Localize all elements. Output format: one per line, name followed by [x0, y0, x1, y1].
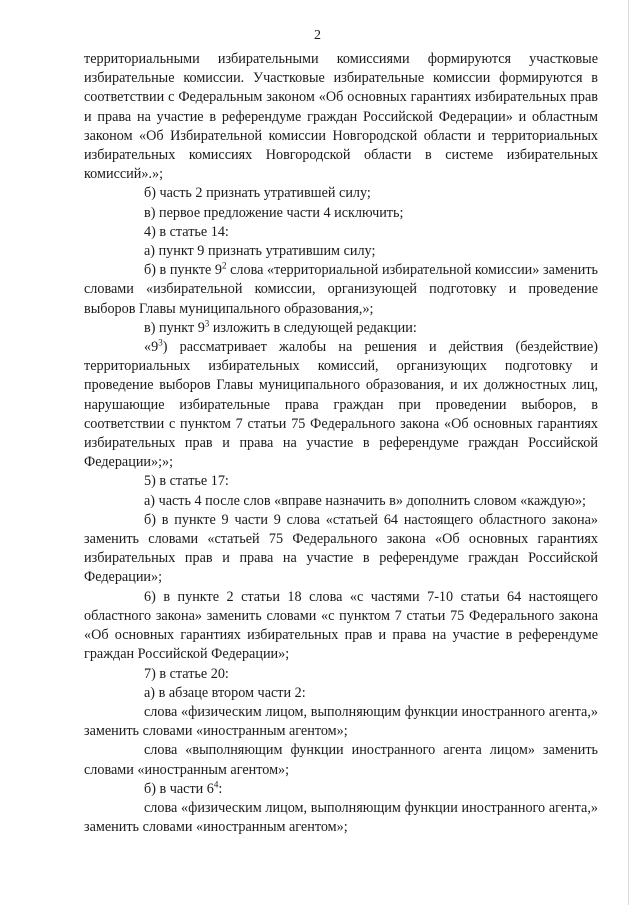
paragraph-article-14: 4) в статье 14:: [144, 223, 229, 240]
superscript: 3: [158, 337, 163, 348]
paragraph-words-foreign-agent-3: слова «физическим лицом, выполняющим функции иностранного агента,» заменить словами «иностранным агентом»;: [84, 799, 598, 836]
paragraph-item-a-point9: а) пункт 9 признать утратившим силу;: [144, 243, 376, 260]
page-edge-shadow: [628, 0, 629, 905]
paragraph-words-foreign-agent-2: слова «выполняющим функции иностранного агента лицом» заменить словами «иностранным агентом»;: [84, 742, 598, 778]
paragraph-article-20: 7) в статье 20:: [144, 665, 229, 682]
document-body: [84, 50, 598, 837]
paragraph-words-foreign-agent-1: слова «физическим лицом, выполняющим функции иностранного агента,» заменить словами «иностранным агентом»;: [84, 703, 598, 740]
paragraph-item-v-part4: в) первое предложение части 4 исключить;: [144, 204, 404, 221]
paragraph-item-b-part6-4: б) в части $6^4$:: [144, 778, 223, 797]
paragraph-article-17: 5) в статье 17:: [144, 473, 229, 490]
paragraph-item-a-part2: а) в абзаце втором части 2:: [144, 684, 306, 701]
page-number: 2: [314, 28, 321, 43]
paragraph-item-b-point9-part9: б) в пункте 9 части 9 слова «статьей 64 настоящего областного закона» заменить словами «статьей 75 Федерального закона «Об основных гарантиях избирательных прав и права на участие в референдуме граждан Российской Федерации»;: [84, 511, 598, 586]
superscript: 2: [222, 260, 227, 271]
paragraph-continuation: территориальными избирательными комиссиями формируются участковые избирательные комиссии. Участковые избирательные комиссии формируются в соответствии с Федеральным законом «Об основных гарантиях избирательных прав и права на участие в референдуме граждан Российской Федерации» и областным законом «Об Избирательной комиссии Новгородской области и территориальных избирательных комиссиях Новгородской области в системе избирательных комиссий».»;: [84, 51, 598, 183]
paragraph-item-a-part4: а) часть 4 после слов «вправе назначить в» дополнить словом «каждую»;: [144, 492, 587, 509]
paragraph-item-v-point9-3: в) пункт $9^3$ изложить в следующей редакции:: [144, 318, 417, 336]
superscript: 3: [204, 318, 210, 329]
superscript: 4: [213, 778, 219, 789]
paragraph-item-6-article18: 6) в пункте 2 статьи 18 слова «с частями 7-10 статьи 64 настоящего областного закона» заменить словами «с пунктом 7 статьи 75 Федерального закона «Об основных гарантиях избирательных прав и права на участие в референдуме граждан Российской Федерации»;: [84, 588, 598, 663]
paragraph-quoted-point9-3: «$9^3$) рассматривает жалобы на решения и действия (бездействие) территориальных избирательных комиссий, организующих подготовку и проведение выборов Главы муниципального образования, и их должностных лиц, нарушающие избирательные права граждан при проведении выборов, в соответствии с пунктом 7 статьи 75 Федерального закона «Об основных гарантиях избирательных прав и права на участие в референдуме граждан Российской Федерации»;»;: [84, 337, 598, 471]
paragraph-item-b-point9-2: б) в пункте $9^2$ слова «территориальной избирательной комиссии» заменить словами «избирательной комиссии, организующей подготовку и проведение выборов Главы муниципального образования,»;: [84, 260, 598, 317]
paragraph-item-b-part2: б) часть 2 признать утратившей силу;: [144, 185, 371, 202]
